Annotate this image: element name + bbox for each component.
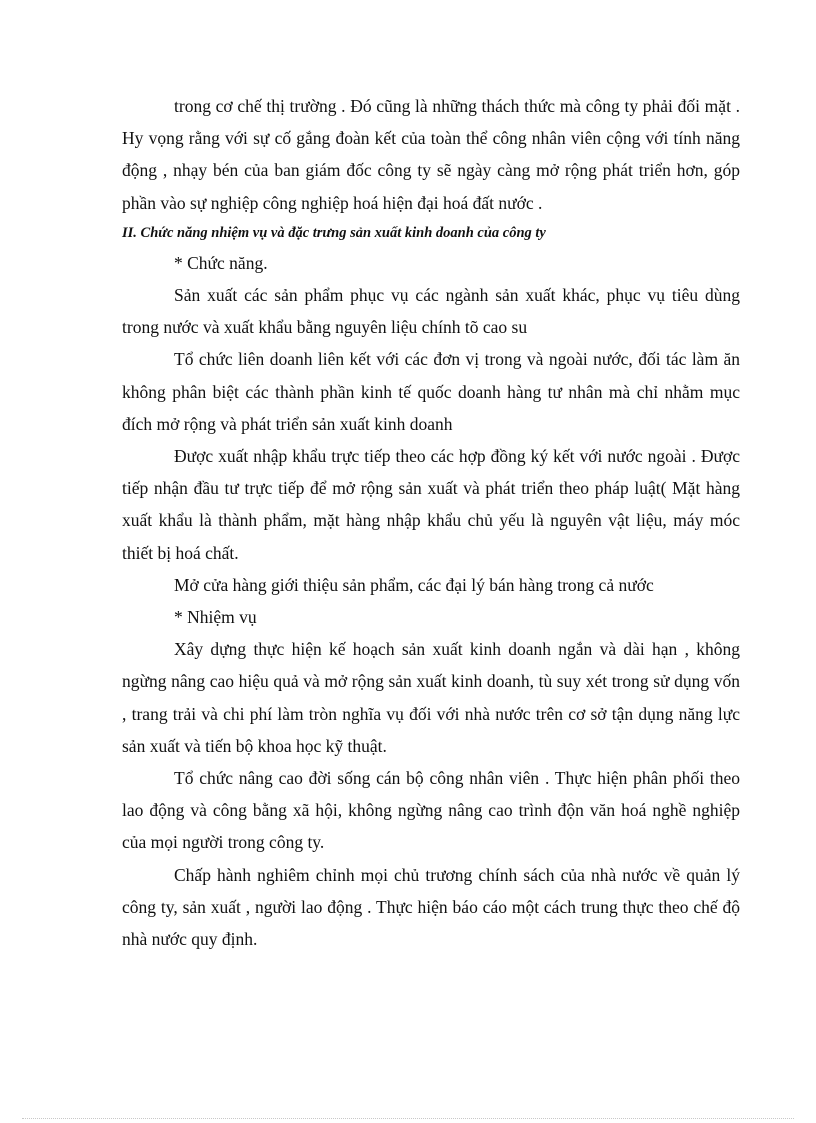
subheading-functions: * Chức năng.: [174, 252, 268, 273]
paragraph-production: Sản xuất các sản phẩm phục vụ các ngành sản xuất khác, phục vụ tiêu dùng trong nước và xuất khẩu bằng nguyên liệu chính tõ cao su: [122, 285, 740, 338]
paragraph-continuation: trong cơ chế thị trường . Đó cũng là những thách thức mà công ty phải đối mặt . Hy vọng rằng với sự cố gắng đoàn kết của toàn thể công nhân viên cộng với tính năng động , nhạy bén của ban giám đốc công ty sẽ ngày càng mở rộng phát triển hơn, góp phần vào sự nghiệp công nghiệp hoá hiện đại hoá đất nước .: [122, 96, 740, 213]
paragraph-compliance: Chấp hành nghiêm chỉnh mọi chủ trương chính sách của nhà nước về quản lý công ty, sản xuất , người lao động . Thực hiện báo cáo một cách trung thực theo chế độ nhà nước quy định.: [122, 864, 740, 950]
paragraph-joint-venture: Tổ chức liên doanh liên kết với các đơn vị trong và ngoài nước, đối tác làm ăn không phân biệt các thành phần kinh tế quốc doanh hàng tư nhân mà chỉ nhằm mục đích mở rộng và phát triển sản xuất kinh doanh: [122, 349, 740, 434]
subheading-duties: * Nhiệm vụ: [174, 607, 257, 628]
paragraph-planning: Xây dựng thực hiện kế hoạch sản xuất kinh doanh ngắn và dài hạn , không ngừng nâng cao hiệu quả và mở rộng sản xuất kinh doanh, tù suy xét trong sử dụng vốn , trang trải và chi phí làm tròn nghĩa vụ đối với nhà nước trên cơ sở tận dụng năng lực sản xuất và tiến bộ khoa học kỹ thuật.: [122, 639, 740, 756]
paragraph-living-standards: Tổ chức nâng cao đời sống cán bộ công nhân viên . Thực hiện phân phối theo lao động và công bằng xã hội, không ngừng nâng cao trình độn văn hoá nghề nghiệp của mọi người trong công ty.: [122, 768, 740, 853]
document-body: [122, 90, 740, 955]
section-heading: II. Chức năng nhiệm vụ và đặc trưng sản xuất kinh doanh của công ty: [122, 224, 546, 241]
paragraph-stores: Mở cửa hàng giới thiệu sản phẩm, các đại lý bán hàng trong cả nước: [174, 574, 654, 595]
paragraph-import-export: Được xuất nhập khẩu trực tiếp theo các hợp đồng ký kết với nước ngoài . Được tiếp nhận đầu tư trực tiếp để mở rộng sản xuất và phát triển theo pháp luật( Mặt hàng xuất khẩu là thành phẩm, mặt hàng nhập khẩu chủ yếu là nguyên vật liệu, máy móc thiết bị hoá chất.: [122, 446, 740, 563]
footer-divider: [22, 1118, 794, 1119]
